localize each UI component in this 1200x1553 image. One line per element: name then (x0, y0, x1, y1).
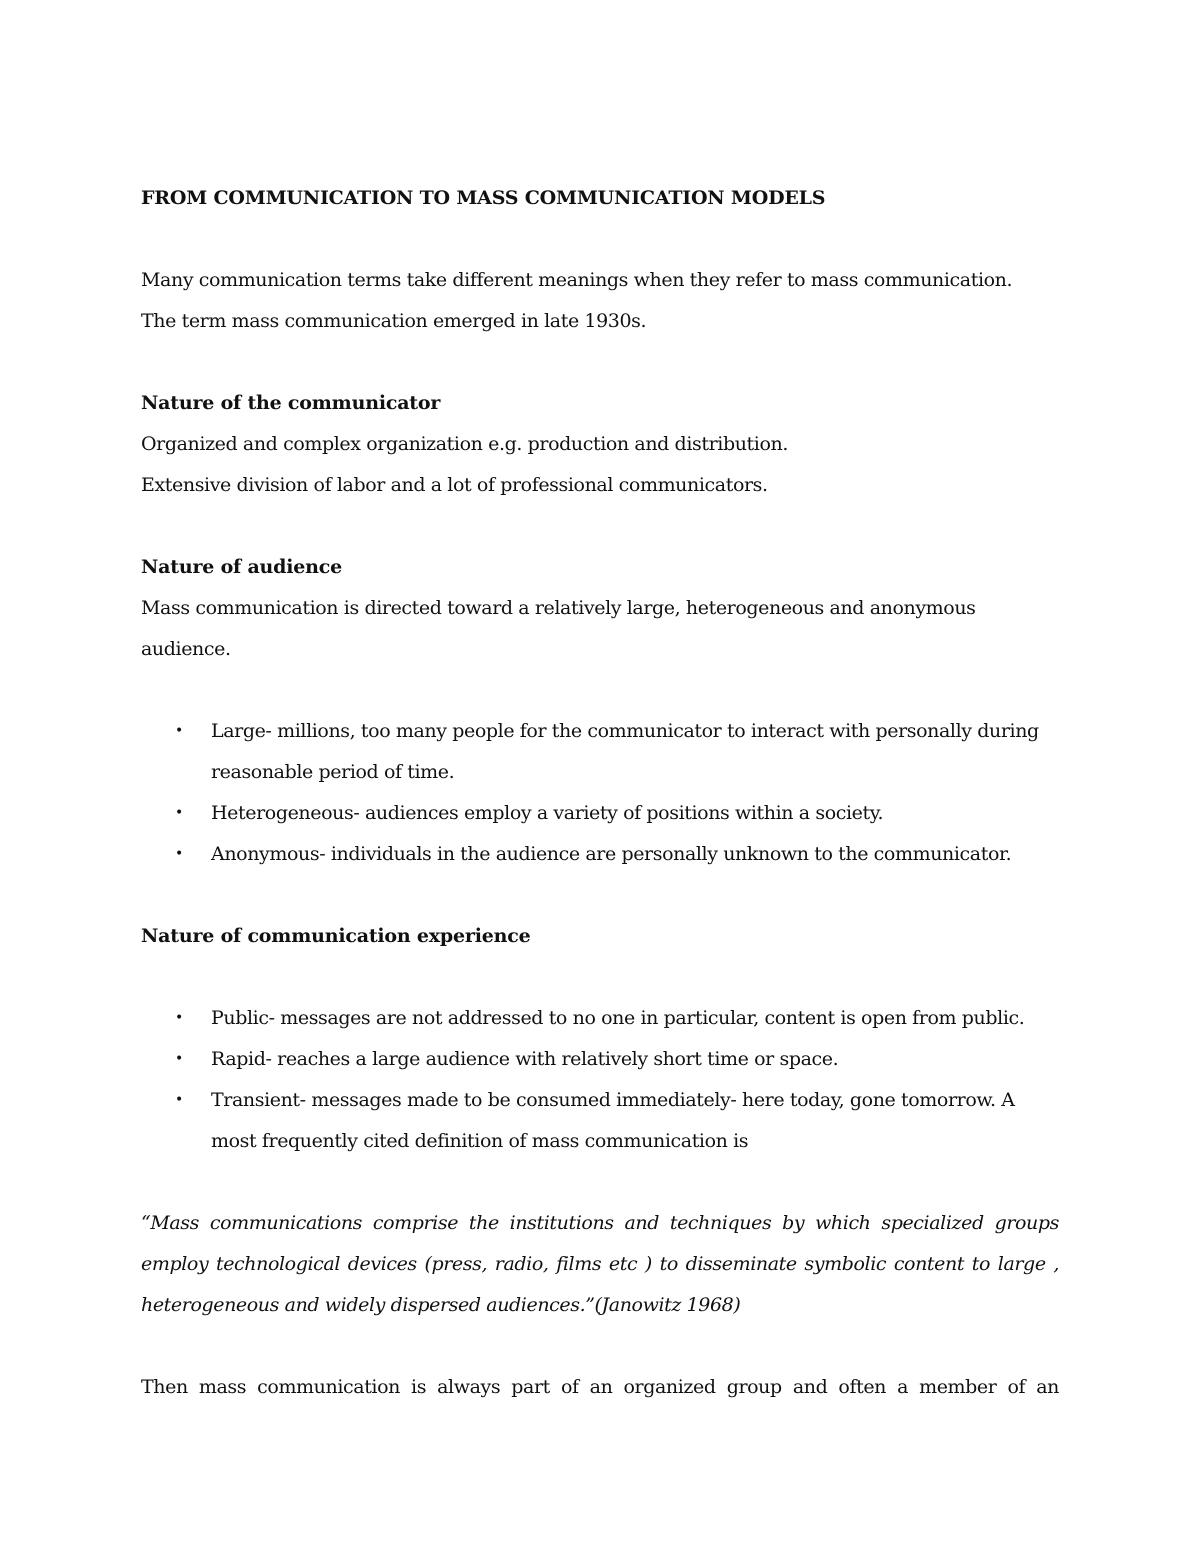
spacer (141, 1326, 1059, 1367)
quote-line-2: employ technological devices (press, radio, films etc ) to disseminate symbolic content to large , (141, 1253, 1059, 1275)
section-heading-communicator: Nature of the communicator (141, 392, 441, 414)
communicator-line-2: Extensive division of labor and a lot of professional communicators. (141, 474, 768, 496)
list-item (141, 1080, 1059, 1162)
communicator-line-1: Organized and complex organization e.g. production and distribution. (141, 433, 788, 455)
spacer (141, 670, 1059, 711)
experience-bullet-list (141, 998, 1059, 1162)
intro-line-2: The term mass communication emerged in late 1930s. (141, 310, 647, 332)
quote-line-1: “Mass communications comprise the institutions and techniques by which specialized groups (141, 1212, 1059, 1234)
bullet-text-line: reasonable period of time. (211, 761, 455, 783)
bullet-text-line: Rapid- reaches a large audience with relatively short time or space. (211, 1048, 839, 1070)
spacer (141, 506, 1059, 547)
closing-line: Then mass communication is always part of an organized group and often a member of an (141, 1376, 1059, 1398)
audience-line-1: Mass communication is directed toward a relatively large, heterogeneous and anonymous (141, 597, 976, 619)
list-item (141, 834, 1059, 875)
bullet-text-line: Transient- messages made to be consumed immediately- here today, gone tomorrow. A (211, 1089, 1015, 1111)
spacer (141, 875, 1059, 916)
bullet-text-line: Heterogeneous- audiences employ a variety of positions within a society. (211, 802, 884, 824)
document-title: FROM COMMUNICATION TO MASS COMMUNICATION MODELS (141, 187, 826, 209)
audience-line-2: audience. (141, 638, 231, 660)
bullet-icon: • (175, 723, 183, 739)
intro-line-1: Many communication terms take different meanings when they refer to mass communication. (141, 269, 1013, 291)
spacer (141, 1162, 1059, 1203)
bullet-icon: • (175, 1051, 183, 1067)
bullet-icon: • (175, 805, 183, 821)
list-item (141, 793, 1059, 834)
list-item (141, 1039, 1059, 1080)
bullet-text-line: Anonymous- individuals in the audience are personally unknown to the communicator. (211, 843, 1012, 865)
document-body (141, 178, 1059, 1408)
section-heading-experience: Nature of communication experience (141, 925, 531, 947)
bullet-text-line: most frequently cited definition of mass communication is (211, 1130, 749, 1152)
bullet-icon: • (175, 846, 183, 862)
bullet-text-line: Public- messages are not addressed to no one in particular, content is open from public. (211, 1007, 1025, 1029)
bullet-text-line: Large- millions, too many people for the communicator to interact with personally during (211, 720, 1039, 742)
spacer (141, 342, 1059, 383)
list-item (141, 711, 1059, 793)
section-heading-audience: Nature of audience (141, 556, 343, 578)
quote-line-3: heterogeneous and widely dispersed audiences.”(Janowitz 1968) (141, 1294, 741, 1316)
bullet-icon: • (175, 1010, 183, 1026)
bullet-icon: • (175, 1092, 183, 1108)
list-item (141, 998, 1059, 1039)
spacer (141, 957, 1059, 998)
audience-bullet-list (141, 711, 1059, 875)
